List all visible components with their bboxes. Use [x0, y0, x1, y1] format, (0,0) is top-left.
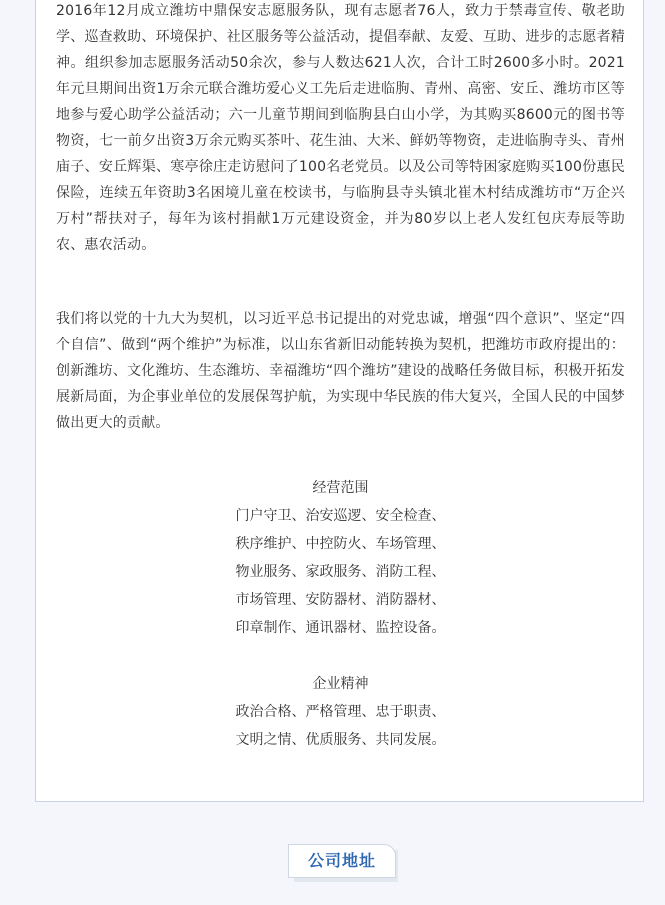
company-address-badge — [288, 844, 398, 882]
company-address-title: 公司地址 — [288, 844, 396, 878]
business-scope-line: 门户守卫、治安巡逻、安全检查、 — [235, 508, 446, 524]
content-card — [35, 0, 644, 802]
business-scope-section — [36, 474, 645, 642]
enterprise-spirit-section — [36, 670, 645, 754]
enterprise-spirit-line: 政治合格、严格管理、忠于职责、 — [235, 704, 446, 720]
business-scope-line: 印章制作、通讯器材、监控设备。 — [235, 620, 446, 636]
mission-paragraph: 我们将以党的十九大为契机，以习近平总书记提出的对党忠诚，增强“四个意识”、坚定“四个自信”、做到“两个维护”为标准，以山东省新旧动能转换为契机，把潍坊市政府提出的：创新潍坊、文化潍坊、生态潍坊、幸福潍坊“四个潍坊”建设的战略任务做目标，积极开拓发展新局面，为企事业单位的发展保驾护航，为实现中华民族的伟大复兴，全国人民的中国梦做出更大的贡献。 — [56, 311, 625, 431]
business-scope-line: 物业服务、家政服务、消防工程、 — [235, 564, 446, 580]
intro-paragraph: 2016年12月成立潍坊中鼎保安志愿服务队，现有志愿者76人，致力于禁毒宣传、敬老助学、巡查救助、环境保护、社区服务等公益活动，提倡奉献、友爱、互助、进步的志愿者精神。组织参加志愿服务活动50余次，参与人数达621人次，合计工时2600多小时。2021年元旦期间出资1万余元联合潍坊爱心义工先后走进临朐、青州、高密、安丘、潍坊市区等地参与爱心助学公益活动；六一儿童节期间到临朐县白山小学，为其购买8600元的图书等物资，七一前夕出资3万余元购买茶叶、花生油、大米、鲜奶等物资，走进临朐寺头、青州庙子、安丘辉渠、寒亭徐庄走访慰问了100名老党员。以及公司等特困家庭购买100份惠民保险，连续五年资助3名困境儿童在校读书，与临朐县寺头镇北崔木村结成潍坊市“万企兴万村”帮扶对子，每年为该村捐献1万元建设资金，并为80岁以上老人发红包庆寿辰等助农、惠农活动。 — [56, 3, 625, 253]
business-scope-line: 市场管理、安防器材、消防器材、 — [235, 592, 446, 608]
enterprise-spirit-line: 文明之情、优质服务、共同发展。 — [235, 732, 446, 748]
enterprise-spirit-heading: 企业精神 — [312, 676, 369, 692]
business-scope-line: 秩序维护、中控防火、车场管理、 — [235, 536, 446, 552]
business-scope-heading: 经营范围 — [312, 480, 369, 496]
